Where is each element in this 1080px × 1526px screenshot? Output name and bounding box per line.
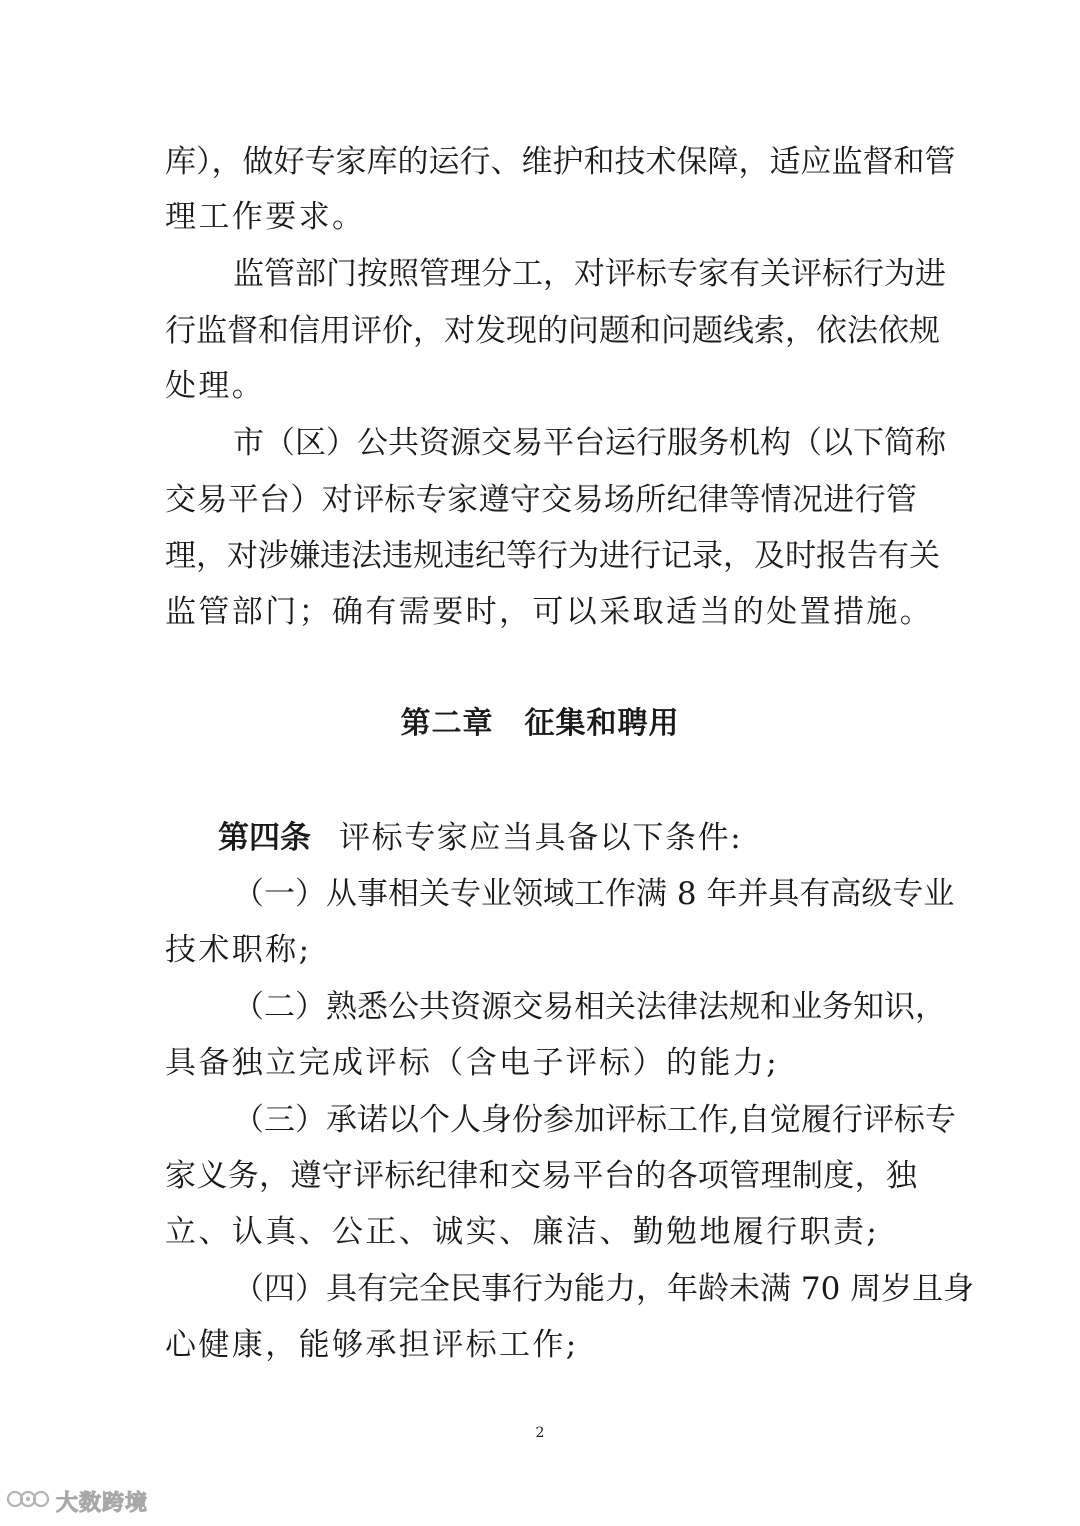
paragraph-line: 监管部门按照管理分工，对评标专家有关评标行为进 <box>233 256 946 292</box>
logo-icon <box>6 1485 52 1517</box>
list-item-line: 心健康，能够承担评标工作; <box>165 1327 579 1363</box>
chapter-heading: 第二章 征集和聘用 <box>400 706 680 741</box>
article-label: 第四条 <box>218 820 311 856</box>
paragraph-line: 库），做好专家库的运行、维护和技术保障，适应监督和管 <box>165 144 956 180</box>
list-item-line: 立、认真、公正、诚实、廉洁、勤勉地履行职责; <box>165 1214 880 1250</box>
paragraph-line: 行监督和信用评价，对发现的问题和问题线索，依法依规 <box>165 313 940 349</box>
list-item-line: 技术职称; <box>165 932 312 968</box>
list-item-line: （一）从事相关专业领域工作满 8 年并具有高级专业 <box>233 876 955 912</box>
page-number: 2 <box>535 1425 545 1441</box>
watermark-text: 大数跨境 <box>56 1490 149 1516</box>
list-item-line: 具备独立完成评标（含电子评标）的能力; <box>165 1045 780 1081</box>
article-intro: 评标专家应当具备以下条件: <box>339 820 743 856</box>
list-item-line: （四）具有完全民事行为能力，年龄未满 70 周岁且身 <box>233 1271 975 1307</box>
paragraph-line: 交易平台）对评标专家遵守交易场所纪律等情况进行管 <box>165 482 917 518</box>
article-4-intro-line <box>218 818 917 858</box>
paragraph-line: 理工作要求。 <box>165 199 366 235</box>
paragraph-line: 监管部门；确有需要时，可以采取适当的处置措施。 <box>165 594 934 630</box>
paragraph-line: 理，对涉嫌违法违规违纪等行为进行记录，及时报告有关 <box>165 538 940 574</box>
list-item-line: （三）承诺以个人身份参加评标工作,自觉履行评标专 <box>233 1102 956 1138</box>
list-item-line: 家义务，遵守评标纪律和交易平台的各项管理制度，独 <box>165 1158 917 1194</box>
list-item-line: （二）熟悉公共资源交易相关法律法规和业务知识， <box>233 989 946 1025</box>
paragraph-line: 市（区）公共资源交易平台运行服务机构（以下简称 <box>233 425 946 461</box>
watermark <box>6 1486 148 1516</box>
paragraph-line: 处理。 <box>165 368 266 404</box>
